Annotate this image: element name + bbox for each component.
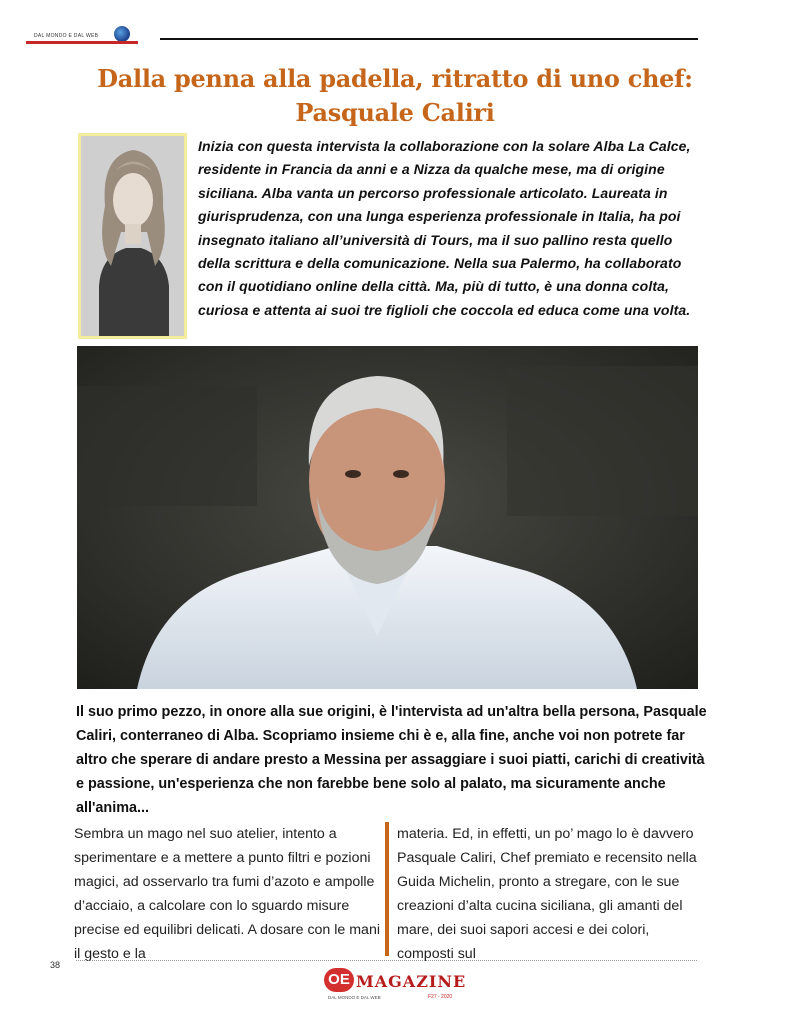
globe-icon <box>114 26 130 42</box>
chef-photo <box>77 346 698 689</box>
chef-photo-illustration <box>77 346 698 689</box>
author-portrait-illustration <box>81 136 184 336</box>
page-number: 38 <box>50 960 61 970</box>
body-column-right: materia. Ed, in effetti, un po’ mago lo è davvero Pasquale Caliri, Chef premiato e recensito nella Guida Michelin, pronto a stregare, con le sue creazioni d’alta cucina siciliana, gli amanti del mare, dei suoi sapori accesi e dei colori, composti sul <box>397 826 697 962</box>
author-portrait <box>78 133 187 339</box>
header-logo <box>26 26 138 44</box>
footer-logo-badge: OE <box>324 968 354 992</box>
header-logo-bar <box>26 41 138 44</box>
footer-rule <box>76 960 697 961</box>
footer-logo <box>324 966 474 1006</box>
footer-logo-small: DAL MONDO E DAL WEB <box>328 995 381 1000</box>
intro-paragraph: Inizia con questa intervista la collaborazione con la solare Alba La Calce, residente in Francia da anni e a Nizza da qualche mese, ma di origine siciliana. Alba vanta un percorso professionale articolato. Laureata in giurisprudenza, con una lunga esperienza professionale in Italia, ha poi insegnato italiano all’università di Tours, ma il suo pallino resta quello della scrittura e della comunicazione. Nella sua Palermo, ha collaborato con il quotidiano online della città. Ma, più di tutto, è una donna colta, curiosa e attenta ai suoi tre figlioli che coccola ed educa come una volta. <box>198 138 691 318</box>
column-divider <box>385 822 389 956</box>
footer-logo-word: MAGAZINE <box>356 972 467 991</box>
footer-issue: F27 - 2020 <box>428 994 453 1000</box>
lead-paragraph: Il suo primo pezzo, in onore alla sue origini, è l'intervista ad un'altra bella persona, Pasquale Caliri, conterraneo di Alba. Scopriamo insieme chi è e, alla fine, anche voi non potrete far altro che sperare di andare presto a Messina per assaggiare i suoi piatti, carichi di creatività e passione, un'esperienza che non farebbe bene solo al palato, ma sicuramente anche all'anima... <box>76 704 707 816</box>
header-rule <box>160 38 698 40</box>
body-column-left: Sembra un mago nel suo atelier, intento a sperimentare e a mettere a punto filtri e pozioni magici, ad osservarlo tra fumi d’azoto e ampolle d’acciaio, a calcolare con lo sguardo misure precise ed equilibri delicati. A dosare con le mani il gesto e la <box>74 826 380 962</box>
article-title: Dalla penna alla padella, ritratto di uno chef: Pasquale Caliri <box>97 64 693 127</box>
header-logo-text: DAL MONDO E DAL WEB <box>34 33 99 39</box>
